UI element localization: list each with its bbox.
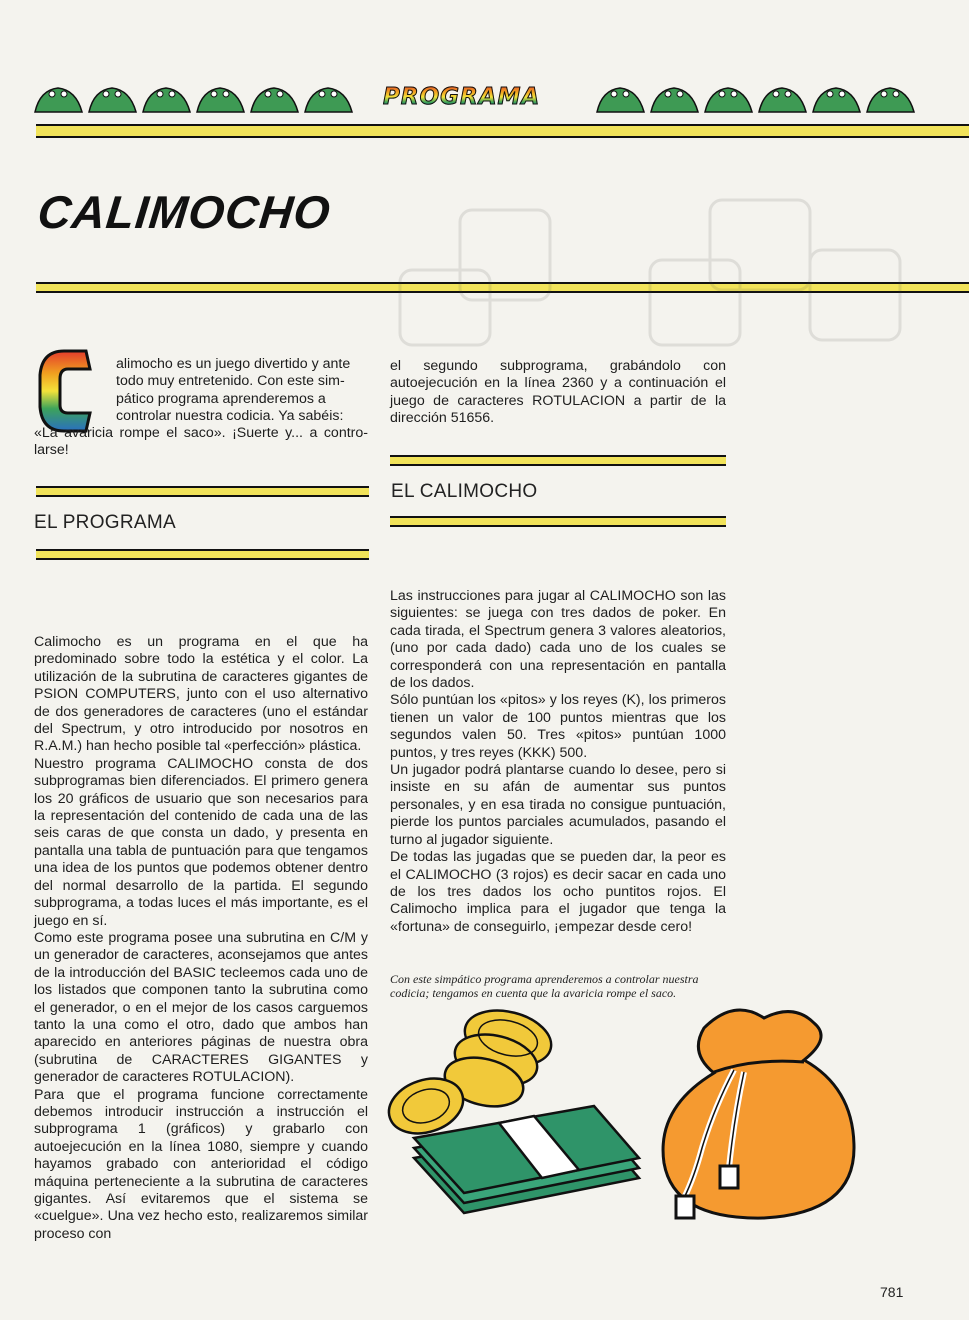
money-bag-icon [663, 1010, 854, 1218]
frog-row-right-icon [592, 78, 917, 118]
paragraph: Como este programa posee una subrutina en C/M y un generador de caracteres, aconsejamos que antes de la introducción del BASIC tecleemos cada uno de los listados que componen tanto la subrutina como el generador, o en el mejor de los casos carguemos tanto la una como el otro, dado que ambos han aparecido en anteriores páginas de nuestra obra (subrutina de CARACTERES GIGANTES y generador de caracteres ROTULACION). [34, 929, 368, 1086]
paragraph: Sólo puntúan los «pitos» y los reyes (K), los primeros tienen un valor de 100 puntos mientras que los segundos valen 50. Tres «pitos» puntúan 1000 puntos, y tres reyes (KKK) 500. [390, 692, 726, 761]
page-title: CALIMOCHO [35, 186, 334, 238]
intro-line: controlar nuestra codicia. Ya sabéis: [116, 408, 344, 425]
faint-dice-showthrough-icon [390, 190, 950, 350]
paragraph: Nuestro programa CALIMOCHO consta de dos subprogramas bien diferenciados. El primero genera los 20 gráficos de usuario que son necesarios para la representación del contenido de cada una de las seis caras de que consta un dado, y presenta en pantalla una tabla de puntuación para que tengamos una idea de los puntos que podemos obtener dentro del normal desarrollo de la partida. El segundo subprograma, a todas luces el más importante, es el juego en sí. [34, 755, 368, 929]
paragraph: Un jugador podrá plantarse cuando lo desee, pero si insiste en su afán de aumentar sus puntos personales, y en esa tirada no consigue puntuación, pierde los puntos parciales acumulados, pasando el turno al jugador siguiente. [390, 762, 726, 848]
intro-line: pático programa aprenderemos a [116, 390, 326, 407]
paragraph: Las instrucciones para jugar al CALIMOCHO son las siguientes: se juega con tres dados de poker. En cada tirada, el Spectrum genera 3 valores aleatorios, (uno por cada dado) cada uno de los cuales se corresponderá con una representación en pantalla de los dados. [390, 588, 726, 692]
column1-body [34, 634, 368, 1243]
illustration-caption: Con este simpático programa aprenderemos a controlar nuestra codicia; tengamos en cuenta que la avaricia rompe el saco. [390, 972, 699, 1000]
section2-rule-top [390, 455, 726, 466]
section1-rule-top [36, 486, 369, 497]
header-rule [36, 124, 969, 138]
intro-rest: «La avaricia rompe el saco». ¡Suerte y... a contro-larse! [34, 425, 368, 459]
intro-first-lines [116, 356, 368, 426]
paragraph: Calimocho es un programa en el que ha predominado sobre todo la estética y el color. La utilización de la subrutina de caracteres gigantes de PSION COMPUTERS, junto con el uso alternativo de dos generadores de caracteres (uno el estándar del Spectrum, y otro introducido por nosotros en R.A.M.) han hecho posible tal «perfección» plástica. [34, 634, 368, 755]
section1-heading: EL PROGRAMA [34, 512, 176, 533]
page-number: 781 [880, 1284, 904, 1300]
paragraph: Para que el programa funcione correctamente debemos introducir instrucción a instrucción el subprograma 1 (gráficos) y grabarlo con autoejecución en la línea 1080, siempre y cuando hayamos grabado con anterioridad el código máquina perteneciente a la subrutina de caracteres gigantes. Así evitaremos que el sistema se «cuelgue». Una vez hecho esto, realizaremos similar proceso con [34, 1086, 368, 1242]
section1-rule-bottom [36, 549, 369, 560]
intro-line: alimocho es un juego divertido y ante [116, 356, 351, 372]
column2-body [390, 588, 726, 936]
banner-title: PROGRAMA [383, 84, 541, 110]
intro-line: todo muy entretenido. Con este sim- [116, 373, 345, 390]
money-illustration [384, 998, 944, 1226]
drop-cap-c-icon [34, 345, 98, 437]
frog-row-left-icon [30, 78, 355, 118]
section2-rule-bottom [390, 516, 726, 527]
section2-heading: EL CALIMOCHO [391, 481, 538, 502]
column2-continuation: el segundo subprograma, grabándolo con autoejecución en la línea 2360 y a continuación el juego de caracteres ROTULACION a partir de la dirección 51656. [390, 358, 726, 427]
paragraph: De todas las jugadas que se pueden dar, la peor es el CALIMOCHO (3 rojos) es decir sacar en cada uno de los tres dados los ocho puntitos rojos. El Calimocho implica para el jugador que tenga la «fortuna» de conseguirlo, ¡empezar desde cero! [390, 849, 726, 935]
